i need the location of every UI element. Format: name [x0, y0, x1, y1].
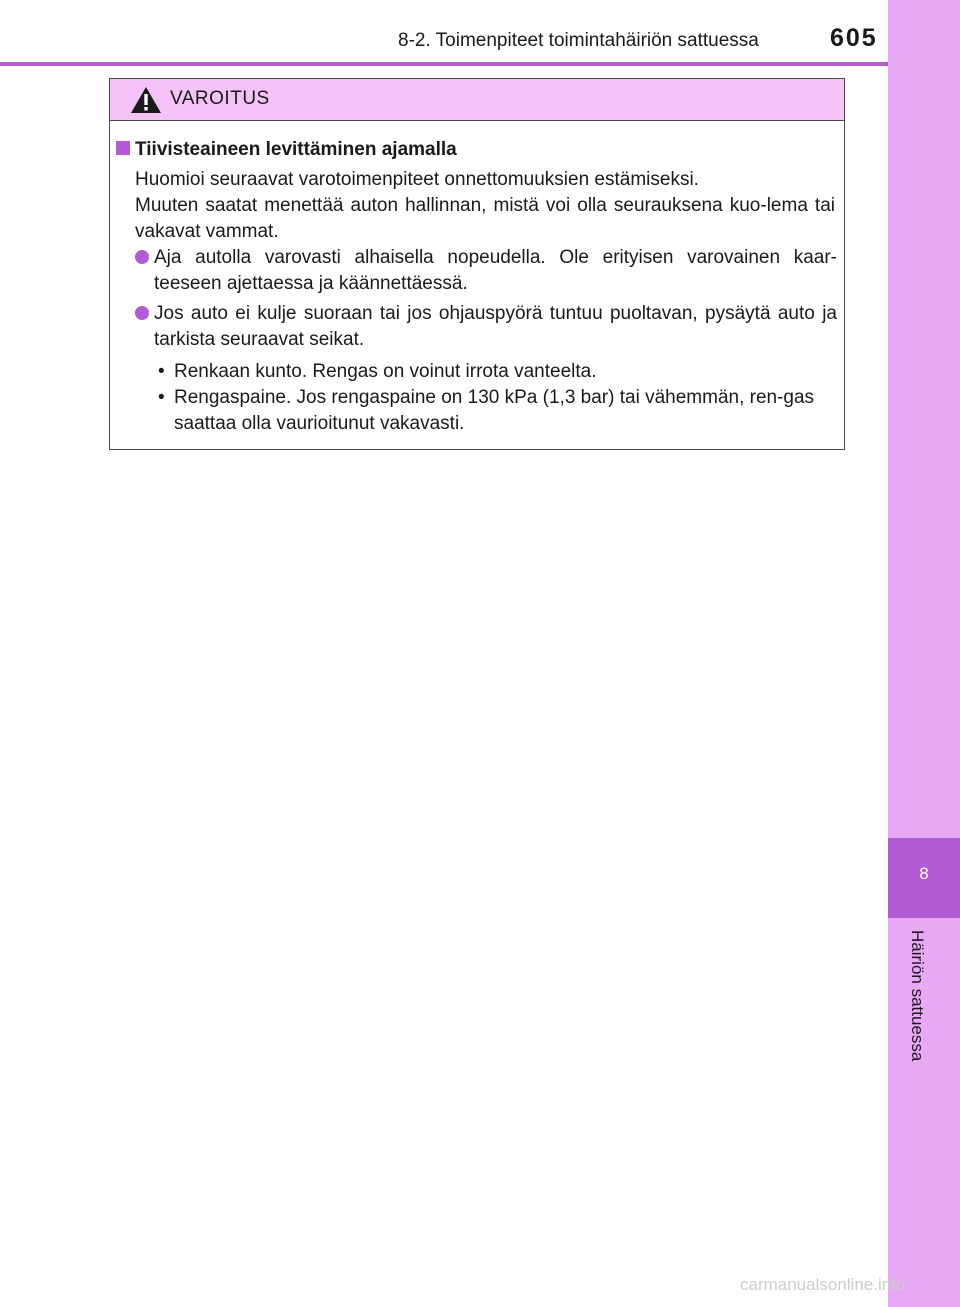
square-bullet-icon [116, 141, 130, 155]
warning-header [110, 79, 844, 121]
sub-list [158, 359, 838, 437]
round-bullet-icon [135, 306, 149, 320]
bullet-item-text: Jos auto ei kulje suoraan tai jos ohjauspyörä tuntuu puoltavan, pysäytä auto ja tarkista seuraavat seikat. [154, 303, 837, 350]
chapter-number-block [888, 838, 960, 918]
intro-text [135, 167, 835, 245]
bullet-item-text: Aja autolla varovasti alhaisella nopeudella. Ole erityisen varovainen kaar-teeseen ajettaessa ja käännettäessä. [154, 247, 837, 294]
sub-list-item-text: Renkaan kunto. Rengas on voinut irrota vanteelta. [174, 361, 597, 382]
footer-watermark: carmanualsonline.info [740, 1275, 906, 1294]
sub-list-item [158, 385, 838, 437]
page-number: 605 [830, 24, 878, 52]
chapter-side-tab [888, 0, 960, 1307]
warning-triangle-icon [130, 86, 162, 114]
sub-bullet: • [158, 361, 165, 382]
section-heading [116, 139, 457, 161]
intro-line: Huomioi seuraavat varotoimenpiteet onnettomuuksien estämiseksi. [135, 169, 699, 190]
chapter-label: Häiriön sattuessa [908, 930, 927, 1062]
intro-line: Muuten saatat menettää auton hallinnan, mistä voi olla seurauksena kuo-lema tai vakavat vammat. [135, 195, 835, 242]
sub-bullet: • [158, 387, 165, 408]
bullet-item [135, 301, 837, 353]
section-title: 8-2. Toimenpiteet toimintahäiriön sattuessa [398, 30, 759, 51]
sub-list-item [158, 359, 838, 385]
bullet-item [135, 245, 837, 297]
header-divider [0, 62, 888, 66]
warning-box [109, 78, 845, 450]
warning-title: VAROITUS [170, 88, 270, 109]
round-bullet-icon [135, 250, 149, 264]
chapter-number: 8 [919, 864, 929, 883]
sub-list-item-text: Rengaspaine. Jos rengaspaine on 130 kPa (1,3 bar) tai vähemmän, ren-gas saattaa olla vaurioitunut vakavasti. [174, 387, 815, 434]
section-heading-text: Tiivisteaineen levittäminen ajamalla [135, 139, 457, 160]
